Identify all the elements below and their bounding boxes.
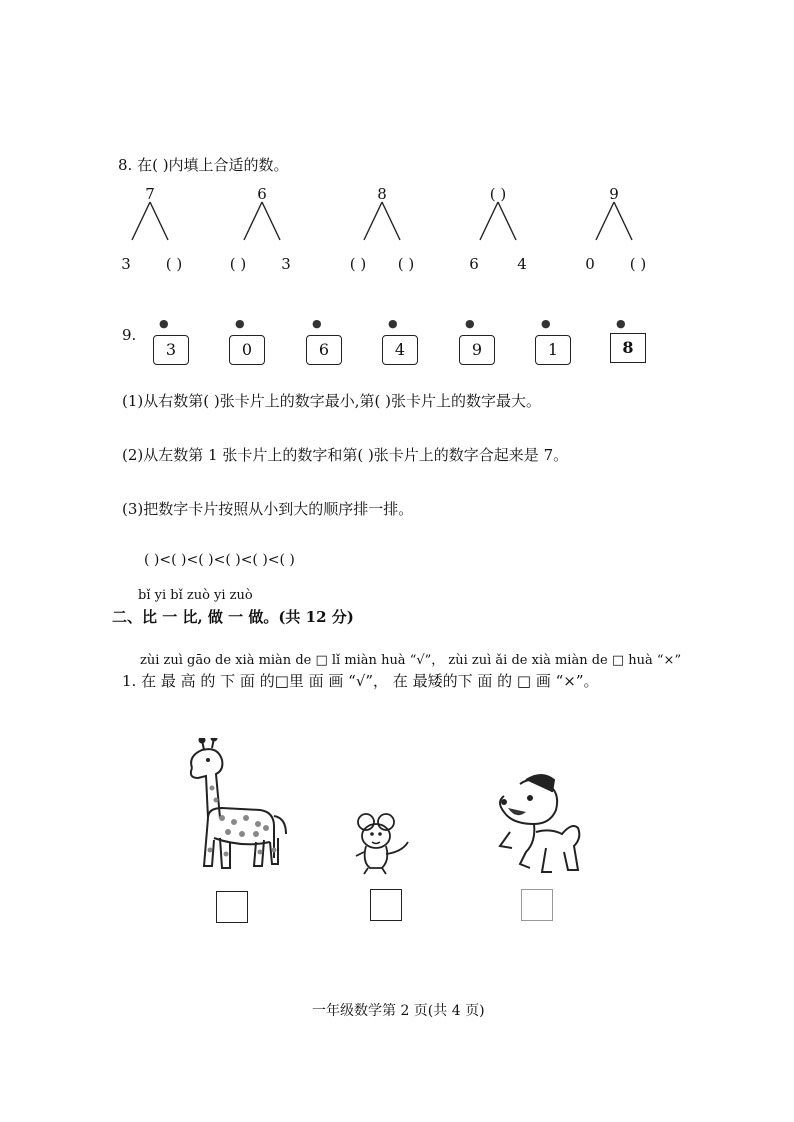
q9-order-row: ( )<( )<( )<( )<( )<( ) <box>144 552 295 568</box>
bond-left: 3 <box>121 255 131 273</box>
bond-top: 6 <box>257 185 267 203</box>
mouse-illustration <box>352 812 412 878</box>
monkey-icon: ● <box>541 317 551 330</box>
number-card: 3 <box>153 335 189 365</box>
bond-right: ( ) <box>397 255 415 273</box>
number-card: 0 <box>229 335 265 365</box>
cat-icon: ● <box>159 317 169 330</box>
page-footer: 一年级数学第 2 页(共 4 页) <box>312 1003 485 1019</box>
bond-left: 0 <box>585 255 595 273</box>
number-card: 4 <box>382 335 418 365</box>
cat-icon: ● <box>235 317 245 330</box>
bond-top: 9 <box>609 185 619 203</box>
q9-sub3: (3)把数字卡片按照从小到大的顺序排一排。 <box>122 500 414 518</box>
number-card: 1 <box>535 335 571 365</box>
dog-illustration <box>490 772 590 878</box>
section2-q1-text: 1. 在 最 高 的 下 面 的□里 面 画 “√”， 在 最矮的下 面 的 □ 画 “×”。 <box>122 672 599 690</box>
owl-icon: ● <box>312 317 322 330</box>
q9-label: 9. <box>122 326 137 344</box>
bond-lines <box>468 200 528 244</box>
bond-lines <box>584 200 644 244</box>
q9-sub2: (2)从左数第 1 张卡片上的数字和第( )张卡片上的数字合起来是 7。 <box>122 446 569 464</box>
bond-right: ( ) <box>165 255 183 273</box>
bond-right: 4 <box>517 255 527 273</box>
answer-box-mouse[interactable] <box>370 889 402 921</box>
owl-icon: ● <box>616 317 626 330</box>
number-card: 6 <box>306 335 342 365</box>
bond-lines <box>352 200 412 244</box>
section2-q1-pinyin: zùi zuì gāo de xià miàn de □ lǐ miàn huà “√”， zùi zuì ǎi de xià miàn de □ huà “×” <box>140 653 682 668</box>
bond-left: ( ) <box>229 255 247 273</box>
bond-left: 6 <box>469 255 479 273</box>
bond-lines <box>120 200 180 244</box>
number-card: 8 <box>610 333 646 363</box>
answer-box-giraffe[interactable] <box>216 891 248 923</box>
bond-right: 3 <box>281 255 291 273</box>
section2-pinyin: bǐ yi bǐ zuò yi zuò <box>138 588 253 603</box>
q9-sub1: (1)从右数第( )张卡片上的数字最小,第( )张卡片上的数字最大。 <box>122 392 541 410</box>
bond-left: ( ) <box>349 255 367 273</box>
giraffe-illustration <box>182 738 292 878</box>
section2-title: 二、比 一 比, 做 一 做。(共 12 分) <box>112 608 354 626</box>
rabbit-icon: ● <box>465 317 475 330</box>
bond-lines <box>232 200 292 244</box>
q8-prompt: 8. 在( )内填上合适的数。 <box>118 156 289 174</box>
bond-top: 8 <box>377 185 387 203</box>
bond-top: 7 <box>145 185 155 203</box>
answer-box-dog[interactable] <box>521 889 553 921</box>
frog-icon: ● <box>388 317 398 330</box>
bond-top: ( ) <box>489 185 507 203</box>
number-card: 9 <box>459 335 495 365</box>
bond-right: ( ) <box>629 255 647 273</box>
